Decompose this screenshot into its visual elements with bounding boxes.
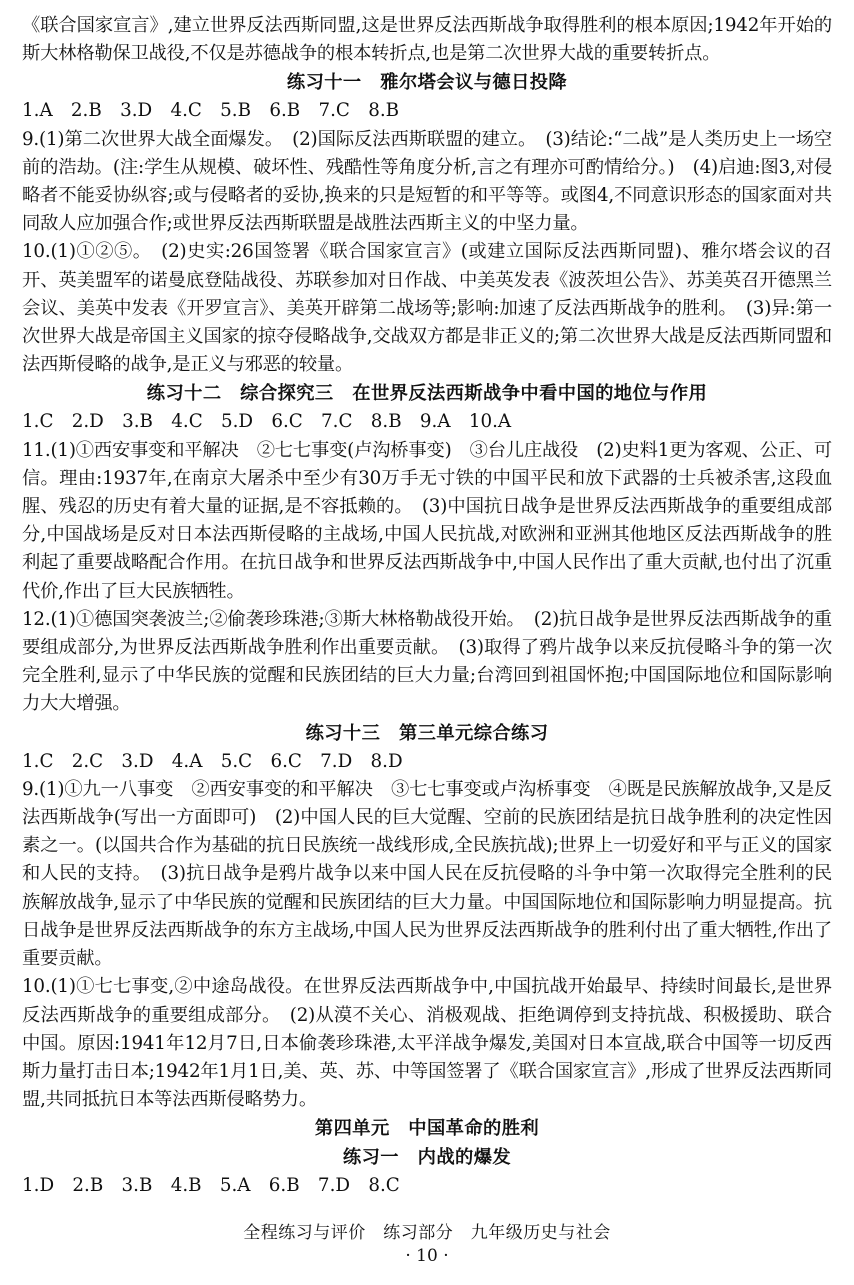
content [22, 12, 832, 1201]
paragraph: 11.(1)①西安事变和平解决 ②七七事变(卢沟桥事变) ③台儿庄战役 (2)史料1更为客观、公正、可信。理由:1937年,在南京大屠杀中至少有30万手无寸铁的中国平民和放下武器的士兵被杀害,这段血腥、残忍的历史有着大量的证据,是不容抵赖的。 (3)中国抗日战争是世界反法西斯战争的重要组成部分,中国战场是反对日本法西斯侵略的主战场,中国人民抗战,对欧洲和亚洲其他地区反法西斯战争的胜利起了重要战略配合作用。在抗日战争和世界反法西斯战争中,中国人民作出了重大贡献,也付出了沉重代价,作出了巨大民族牺牲。 [22, 439, 832, 602]
section-heading: 练习十一 雅尔塔会议与德日投降 [286, 72, 568, 94]
answer-key-line: 1.D 2.B 3.B 4.B 5.A 6.B 7.D 8.C [22, 1175, 400, 1197]
paragraph: 12.(1)①德国突袭波兰;②偷袭珍珠港;③斯大林格勒战役开始。 (2)抗日战争是世界反法西斯战争的重要组成部分,为世界反法西斯战争胜利作出重要贡献。 (3)取得了鸦片战争以来反抗侵略斗争的第一次完全胜利,显示了中华民族的觉醒和民族团结的巨大力量;台湾回到祖国怀抱;中国国际地位和国际影响力大大增强。 [22, 608, 832, 715]
page-number: · 10 · [405, 1246, 449, 1266]
answer-key-line: 1.A 2.B 3.D 4.C 5.B 6.B 7.C 8.B [22, 100, 400, 122]
section-heading: 练习一 内战的爆发 [342, 1147, 512, 1169]
section-heading: 练习十二 综合探究三 在世界反法西斯战争中看中国的地位与作用 [146, 383, 708, 405]
paragraph: 《联合国家宣言》,建立世界反法西斯同盟,这是世界反法西斯战争取得胜利的根本原因;1942年开始的斯大林格勒保卫战役,不仅是苏德战争的根本转折点,也是第二次世界大战的重要转折点。 [22, 15, 832, 65]
paragraph: 9.(1)①九一八事变 ②西安事变的和平解决 ③七七事变或卢沟桥事变 ④既是民族解放战争,又是反法西斯战争(写出一方面即可) (2)中国人民的巨大觉醒、空前的民族团结是抗日战争胜利的决定性因素之一。(以国共合作为基础的抗日民族统一战线形成,全民族抗战);世界上一切爱好和平与正义的国家和人民的支持。 (3)抗日战争是鸦片战争以来中国人民在反抗侵略的斗争中第一次取得完全胜利的民族解放战争,显示了中华民族的觉醒和民族团结的巨大力量。中国国际地位和国际影响力明显提高。抗日战争是世界反法西斯战争的东方主战场,中国人民为世界反法西斯战争的胜利付出了重大牺牲,作出了重要贡献。 [22, 778, 832, 970]
unit-heading: 第四单元 中国革命的胜利 [314, 1118, 540, 1140]
footer-book-title: 全程练习与评价 练习部分 九年级历史与社会 [243, 1223, 611, 1243]
answer-key-line: 1.C 2.C 3.D 4.A 5.C 6.C 7.D 8.D [22, 750, 403, 772]
section-heading: 练习十三 第三单元综合练习 [305, 722, 549, 744]
paragraph: 9.(1)第二次世界大战全面爆发。 (2)国际反法西斯联盟的建立。 (3)结论:“二战”是人类历史上一场空前的浩劫。(注:学生从规模、破坏性、残酷性等角度分析,言之有理亦可酌情给分。) (4)启迪:图3,对侵略者不能妥协纵容;或与侵略者的妥协,换来的只是短暂的和平等等。或图4,不同意识形态的国家面对共同敌人应加强合作;或世界反法西斯联盟是战胜法西斯主义的中坚力量。 [22, 128, 832, 235]
answer-key-line: 1.C 2.D 3.B 4.C 5.D 6.C 7.C 8.B 9.A 10.A [22, 411, 512, 433]
paragraph: 10.(1)①②⑤。 (2)史实:26国签署《联合国家宣言》(或建立国际反法西斯同盟)、雅尔塔会议的召开、英美盟军的诺曼底登陆战役、苏联参加对日作战、中美英发表《波茨坦公告》、苏美英召开德黑兰会议、美英中发表《开罗宣言》、美英开辟第二战场等;影响:加速了反法西斯战争的胜利。 (3)异:第一次世界大战是帝国主义国家的掠夺侵略战争,交战双方都是非正义的;第二次世界大战是反法西斯同盟和法西斯侵略的战争,是正义与邪恶的较量。 [22, 241, 832, 376]
paragraph: 10.(1)①七七事变,②中途岛战役。在世界反法西斯战争中,中国抗战开始最早、持续时间最长,是世界反法西斯战争的重要组成部分。 (2)从漠不关心、消极观战、拒绝调停到支持抗战、积极援助、联合中国。原因:1941年12月7日,日本偷袭珍珠港,太平洋战争爆发,美国对日本宣战,联合中国等一切反西斯力量打击日本;1942年1月1日,美、英、苏、中等国签署了《联合国家宣言》,形成了世界反法西斯同盟,共同抵抗日本等法西斯侵略势力。 [22, 976, 832, 1111]
